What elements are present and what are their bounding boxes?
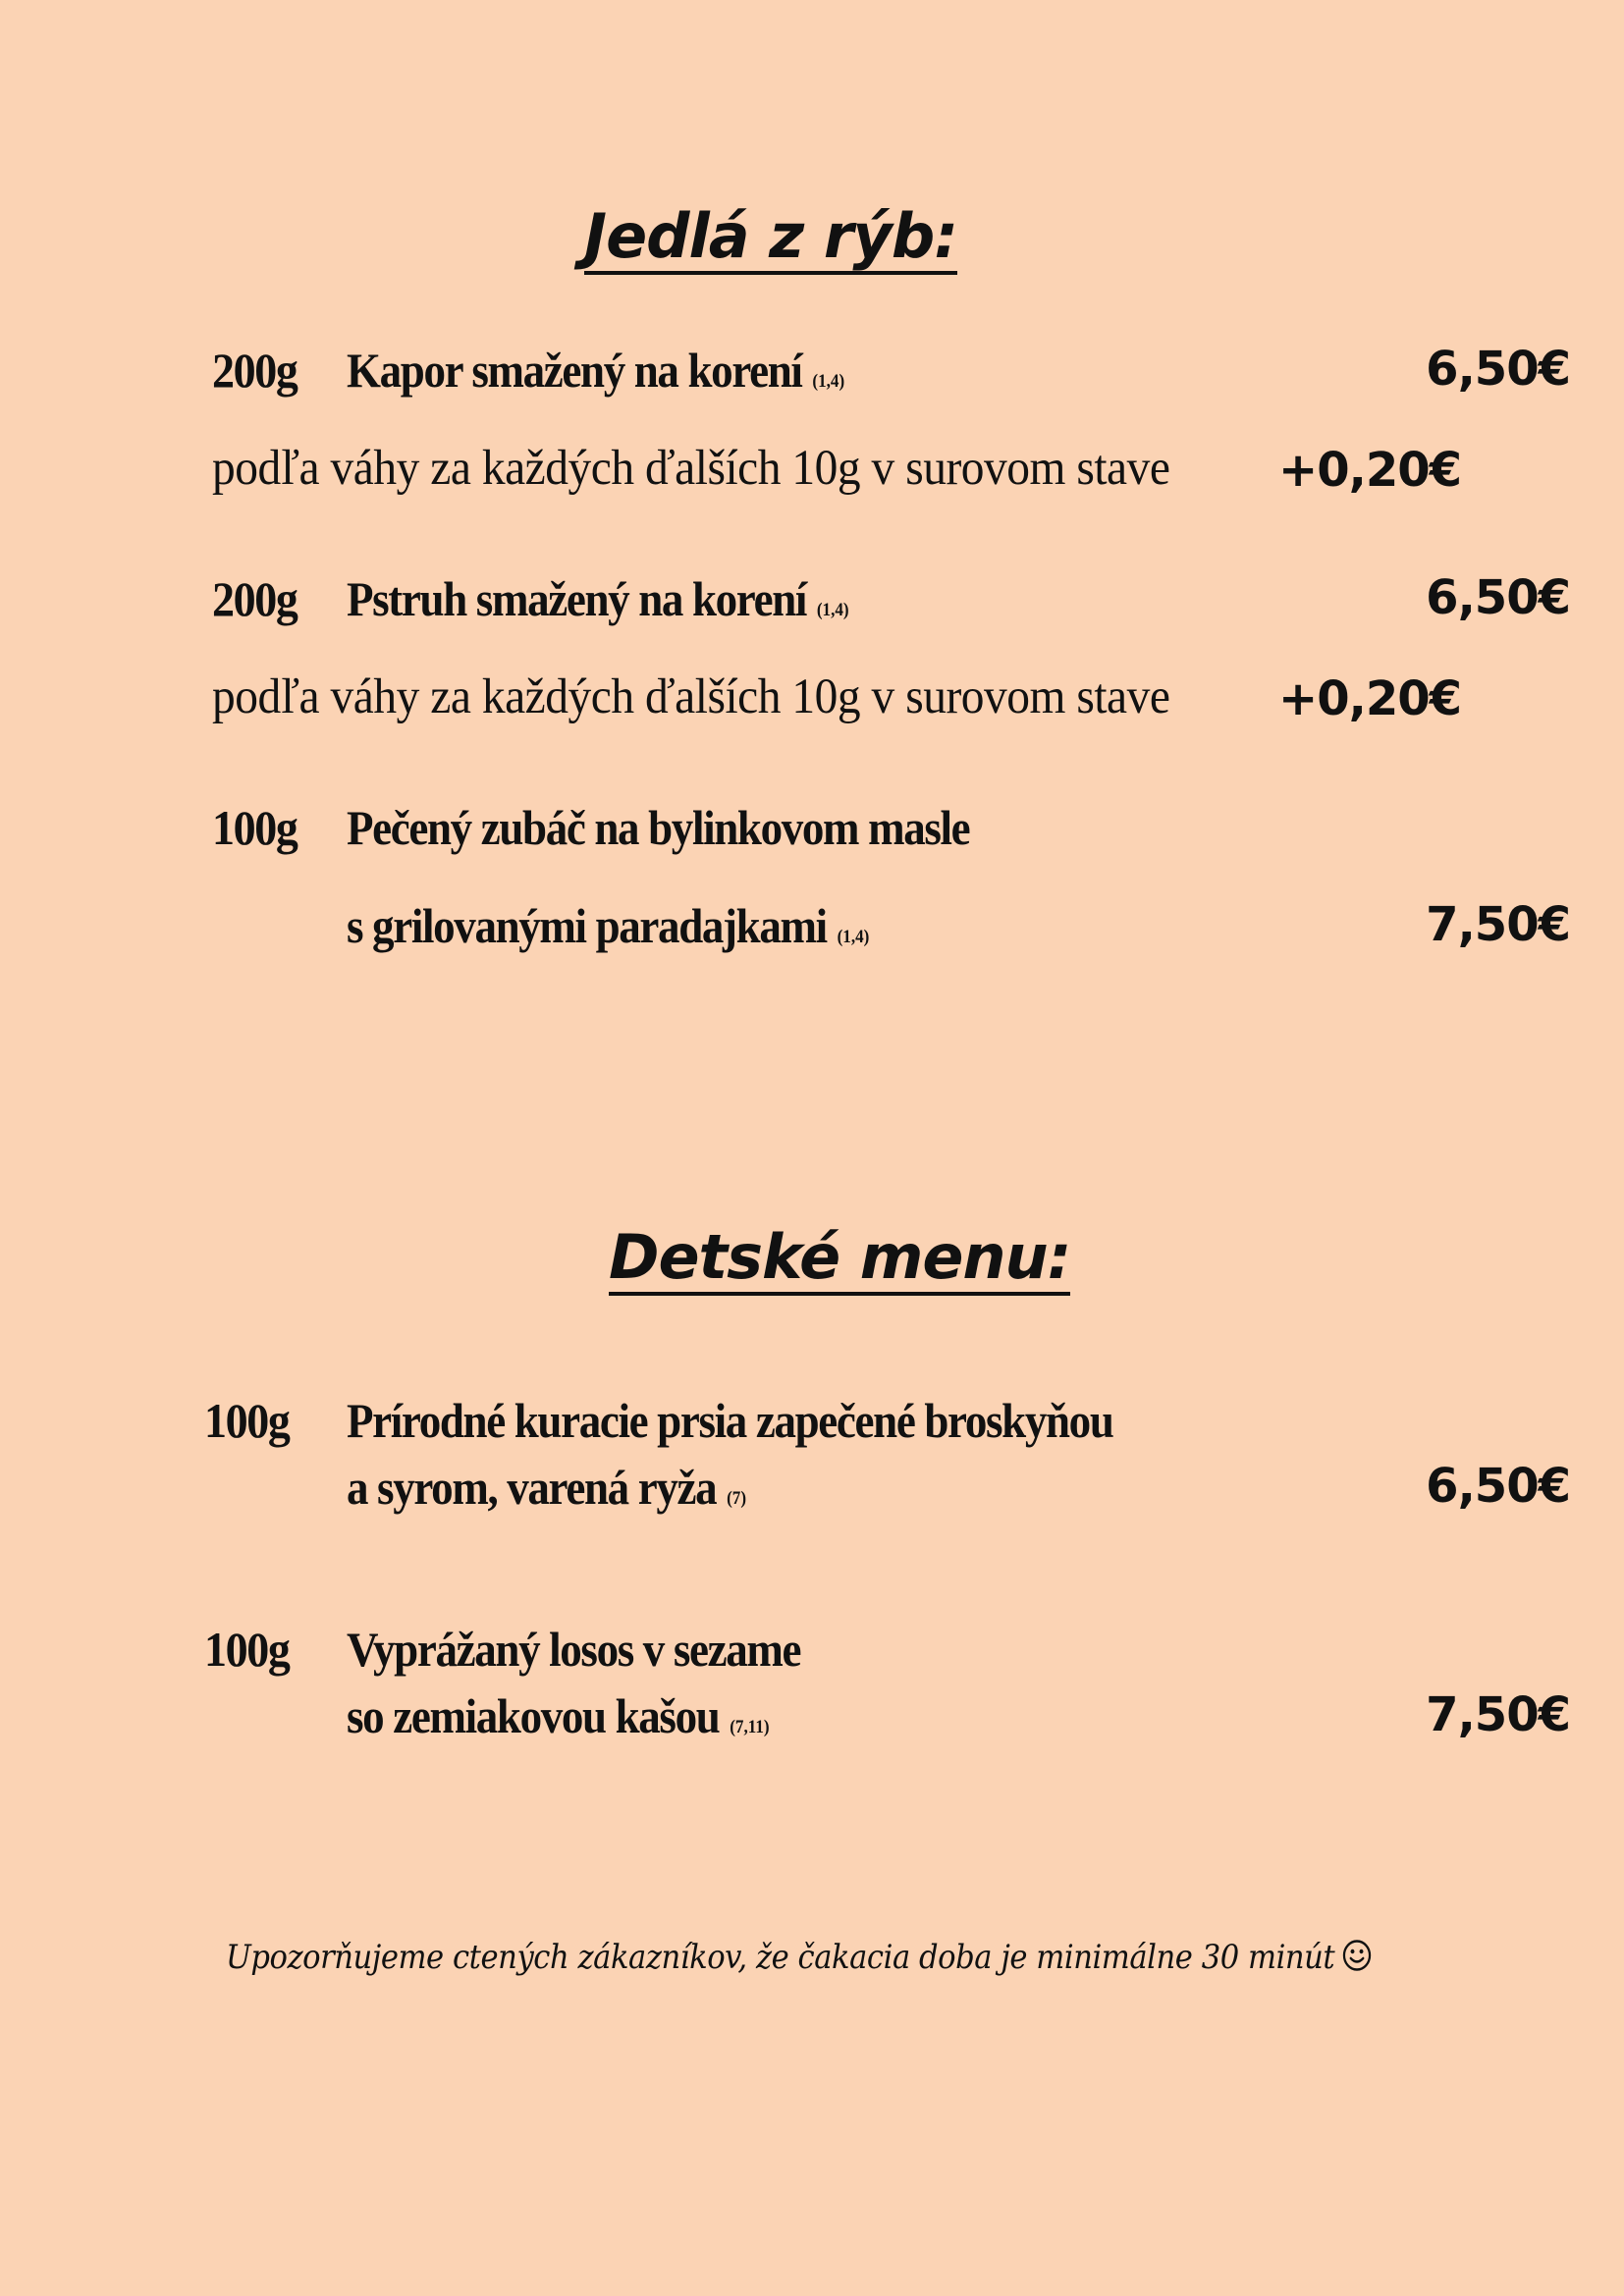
fish-item-1-weight: 200g <box>212 343 298 398</box>
kids-item-1-name-text: a syrom, varená ryža <box>347 1460 717 1515</box>
kids-item-2-name-line1: Vyprážaný losos v sezame <box>347 1622 801 1677</box>
kids-item-2-weight: 100g <box>204 1622 290 1677</box>
kids-item-1-allergens: (7) <box>727 1488 747 1509</box>
kids-item-1-name-line1: Prírodné kuracie prsia zapečené broskyňou <box>347 1393 1113 1448</box>
fish-item-2-extra-price: +0,20€ <box>1278 671 1462 726</box>
fish-item-1-price: 6,50€ <box>1426 342 1570 397</box>
fish-item-1-note: podľa váhy za každých ďalších 10g v surovom stave <box>212 441 1170 496</box>
fish-item-1-name-text: Kapor smažený na korení <box>347 343 802 398</box>
fish-item-2-price: 6,50€ <box>1426 570 1570 625</box>
fish-item-3-allergens: (1,4) <box>837 927 870 947</box>
fish-item-1-name <box>347 343 845 398</box>
kids-item-2-price: 7,50€ <box>1426 1687 1570 1742</box>
fish-item-2-weight: 200g <box>212 571 298 626</box>
fish-item-3-price: 7,50€ <box>1426 897 1570 952</box>
fish-item-2-name-text: Pstruh smažený na korení <box>347 571 807 626</box>
kids-item-2-allergens: (7,11) <box>730 1717 770 1737</box>
fish-item-1-allergens: (1,4) <box>812 371 845 392</box>
kids-item-2-name-text: so zemiakovou kašou <box>347 1688 720 1743</box>
kids-item-1-name-line2 <box>347 1460 747 1515</box>
section-title-fish: Jedlá z rýb: <box>584 206 957 275</box>
fish-item-3-name-text: s grilovanými paradajkami <box>347 898 827 953</box>
fish-item-3-weight: 100g <box>212 800 298 855</box>
fish-item-2-allergens: (1,4) <box>816 600 849 620</box>
smiley-icon <box>1341 1939 1372 1978</box>
fish-item-3-name-line1: Pečený zubáč na bylinkovom masle <box>347 800 970 855</box>
footer-notice-text: Upozorňujeme ctených zákazníkov, že čakacia doba je minimálne 30 minút <box>226 1938 1335 1977</box>
fish-item-3-name-line2 <box>347 898 870 953</box>
kids-item-1-weight: 100g <box>204 1393 290 1448</box>
kids-item-2-name-line2 <box>347 1688 770 1743</box>
fish-item-2-note: podľa váhy za každých ďalších 10g v surovom stave <box>212 669 1170 724</box>
fish-item-1-extra-price: +0,20€ <box>1278 443 1462 498</box>
section-title-kids: Detské menu: <box>609 1227 1070 1296</box>
fish-item-2-name <box>347 571 849 626</box>
footer-notice <box>226 1939 1372 1978</box>
kids-item-1-price: 6,50€ <box>1426 1459 1570 1514</box>
